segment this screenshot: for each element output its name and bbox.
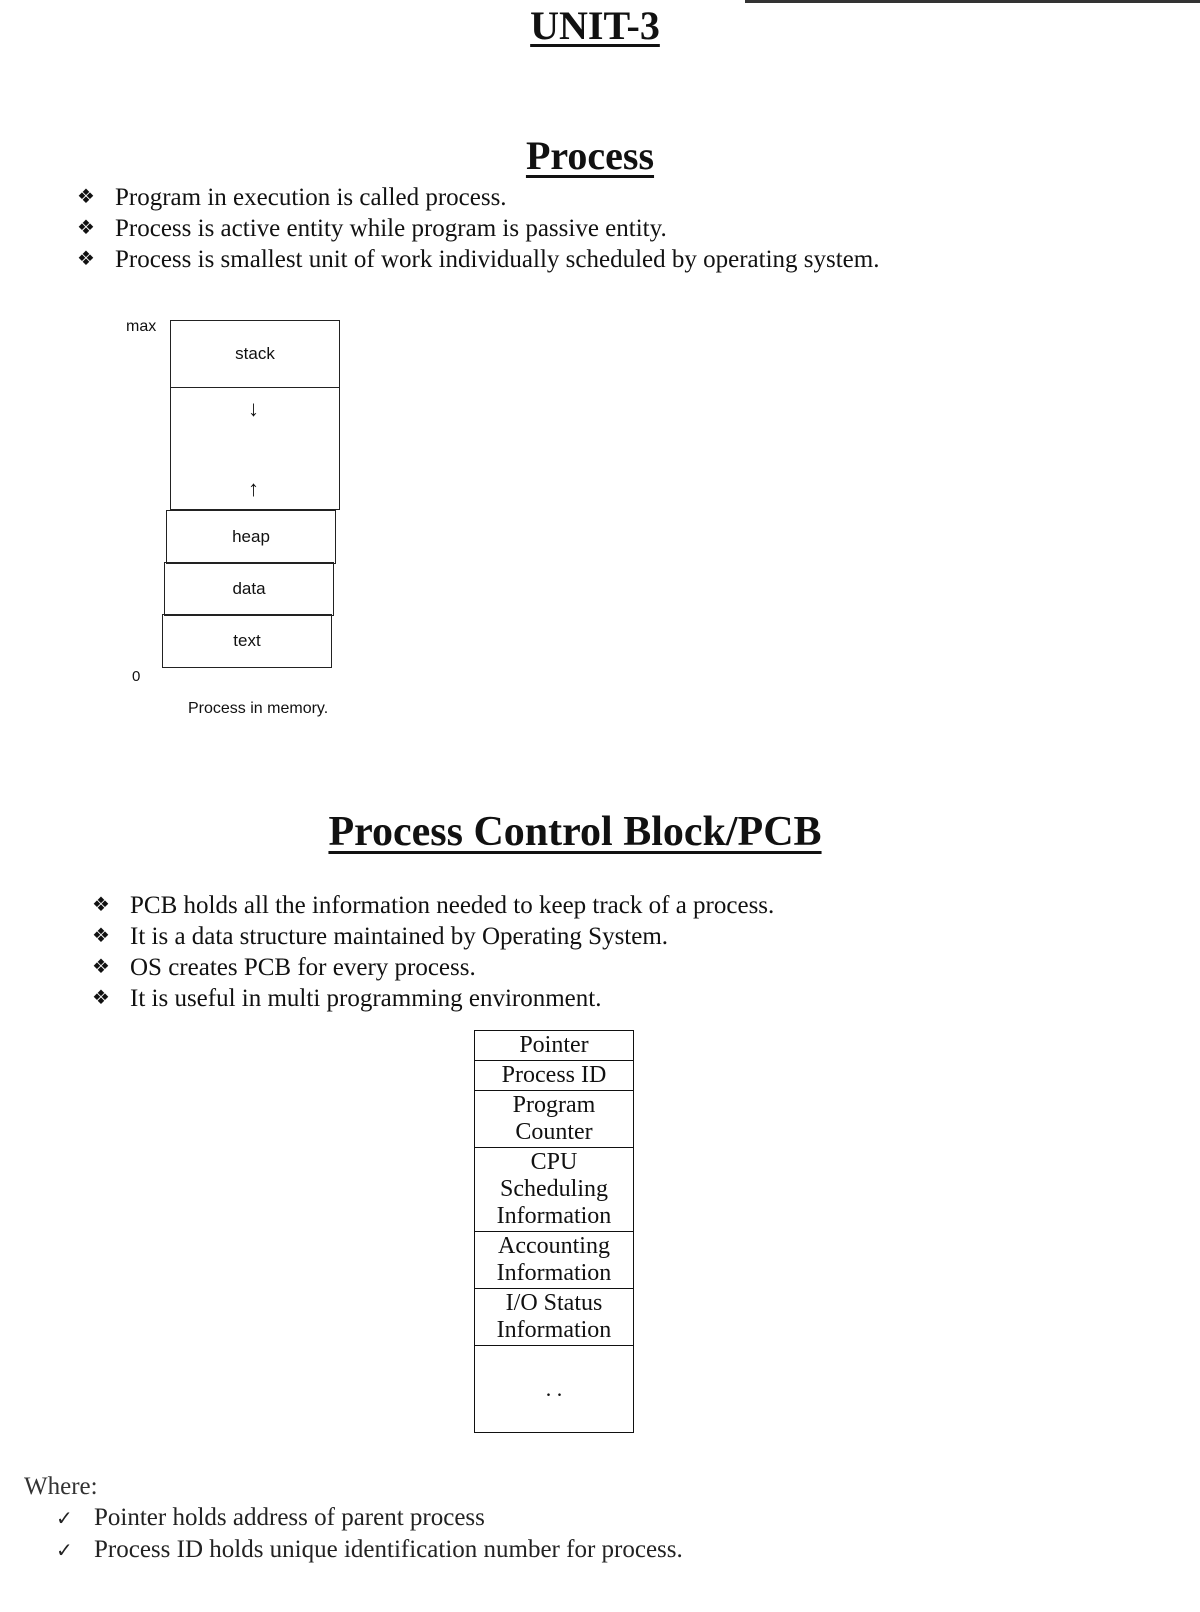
table-row (475, 1148, 634, 1232)
list-item: ✓ Pointer holds address of parent process (56, 1502, 683, 1534)
checkmark-icon: ✓ (56, 1506, 73, 1530)
list-item: ❖ Program in execution is called process. (77, 184, 507, 211)
list-item: ❖ It is a data structure maintained by Operating System. (92, 923, 669, 950)
list-item: ✓ Process ID holds unique identification number for process. (56, 1534, 683, 1566)
table-row (475, 1061, 634, 1091)
list-item: ❖ Process is smallest unit of work individually scheduled by operating system. (77, 246, 880, 273)
list-item: ❖ Process is active entity while program is passive entity. (77, 215, 667, 242)
list-item: ❖ PCB holds all the information needed to keep track of a process. (92, 892, 775, 919)
diamond-bullet-icon: ❖ (77, 217, 95, 239)
diamond-bullet-icon: ❖ (77, 248, 95, 270)
diamond-bullet-icon: ❖ (77, 186, 95, 208)
data-segment: data (164, 562, 334, 616)
diamond-bullet-icon: ❖ (92, 956, 110, 978)
table-row (475, 1031, 634, 1061)
pcb-cell-process-id: Process ID (475, 1061, 634, 1091)
pcb-cell-accounting: Accounting Information (475, 1232, 634, 1289)
diamond-bullet-icon: ❖ (92, 894, 110, 916)
checkmark-icon: ✓ (56, 1538, 73, 1562)
process-heading: Process (525, 133, 655, 178)
where-list (56, 1502, 683, 1566)
memory-diagram-caption: Process in memory. (188, 700, 329, 717)
list-item: ❖ OS creates PCB for every process. (92, 954, 476, 981)
diamond-bullet-icon: ❖ (92, 987, 110, 1009)
table-row (475, 1232, 634, 1289)
table-row (475, 1289, 634, 1346)
arrow-up-icon: ↑ (248, 476, 259, 501)
pcb-heading: Process Control Block/PCB (328, 809, 822, 855)
pcb-cell-continuation: . . (475, 1346, 634, 1433)
heap-segment: heap (166, 510, 336, 564)
pcb-cell-program-counter: Program Counter (475, 1091, 634, 1148)
memory-zero-label: 0 (132, 668, 141, 685)
pcb-cell-io-status: I/O Status Information (475, 1289, 634, 1346)
stack-segment: stack (170, 320, 340, 388)
memory-max-label: max (126, 318, 157, 335)
pcb-bullet-list (92, 890, 774, 1014)
table-row (475, 1346, 634, 1433)
process-bullet-list (77, 182, 879, 275)
diamond-bullet-icon: ❖ (92, 925, 110, 947)
arrow-down-icon: ↓ (248, 396, 259, 421)
pcb-table (474, 1030, 634, 1433)
unit-title: UNIT-3 (530, 3, 660, 48)
process-memory-diagram (120, 318, 380, 748)
list-item: ❖ It is useful in multi programming environment. (92, 985, 602, 1012)
table-row (475, 1091, 634, 1148)
text-segment: text (162, 614, 332, 668)
pcb-cell-cpu-scheduling: CPU Scheduling Information (475, 1148, 634, 1232)
where-label: Where: (24, 1473, 98, 1500)
pcb-cell-pointer: Pointer (475, 1031, 634, 1061)
